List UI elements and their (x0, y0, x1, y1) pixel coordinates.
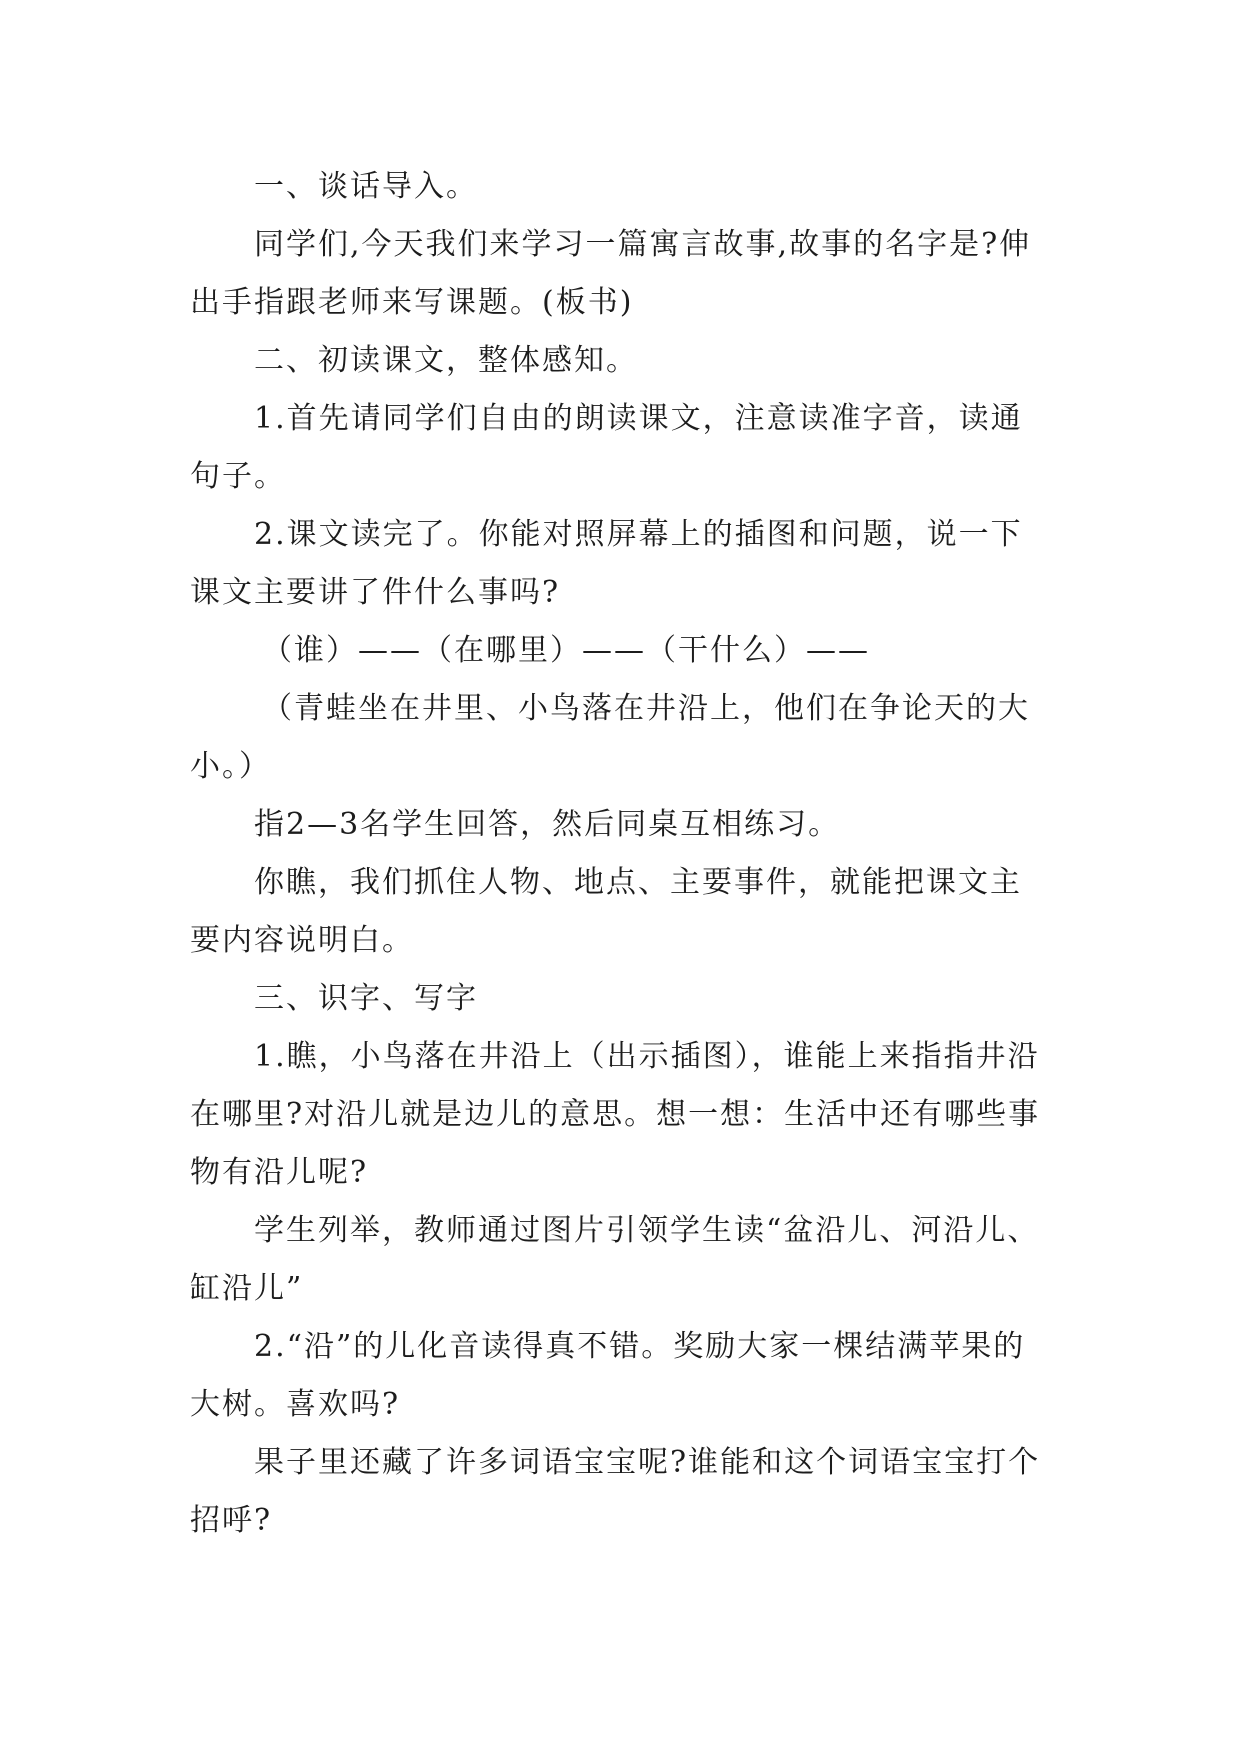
paragraph-heading-3: 三、识字、写字 (254, 981, 478, 1016)
paragraph-heading-1: 一、谈话导入。 (254, 169, 478, 204)
paragraph: 同学们,今天我们来学习一篇寓言故事,故事的名字是?伸出手指跟老师来写课题。(板书) (190, 227, 1032, 320)
paragraph: （青蛙坐在井里、小鸟落在井沿上，他们在争论天的大小。） (190, 691, 1030, 784)
paragraph: 果子里还藏了许多词语宝宝呢?谁能和这个词语宝宝打个招呼? (190, 1445, 1041, 1538)
paragraph: 指2—3名学生回答，然后同桌互相练习。 (254, 807, 841, 842)
paragraph: 2.课文读完了。你能对照屏幕上的插图和问题，说一下课文主要讲了件什么事吗? (190, 517, 1023, 610)
paragraph: 1.首先请同学们自由的朗读课文，注意读准字音，读通句子。 (190, 401, 1023, 494)
paragraph-heading-2: 二、初读课文，整体感知。 (254, 343, 638, 378)
paragraph: 2.“沿”的儿化音读得真不错。奖励大家一棵结满苹果的大树。喜欢吗? (190, 1329, 1026, 1422)
paragraph: 你瞧，我们抓住人物、地点、主要事件，就能把课文主要内容说明白。 (190, 865, 1022, 958)
paragraph: 学生列举，教师通过图片引领学生读“盆沿儿、河沿儿、缸沿儿” (190, 1213, 1040, 1306)
paragraph: （谁）——（在哪里）——（干什么）—— (262, 633, 870, 668)
paragraph: 1.瞧，小鸟落在井沿上（出示插图），谁能上来指指井沿在哪里?对沿儿就是边儿的意思。想一想：生活中还有哪些事物有沿儿呢? (190, 1039, 1041, 1190)
document-body (190, 158, 1050, 1550)
